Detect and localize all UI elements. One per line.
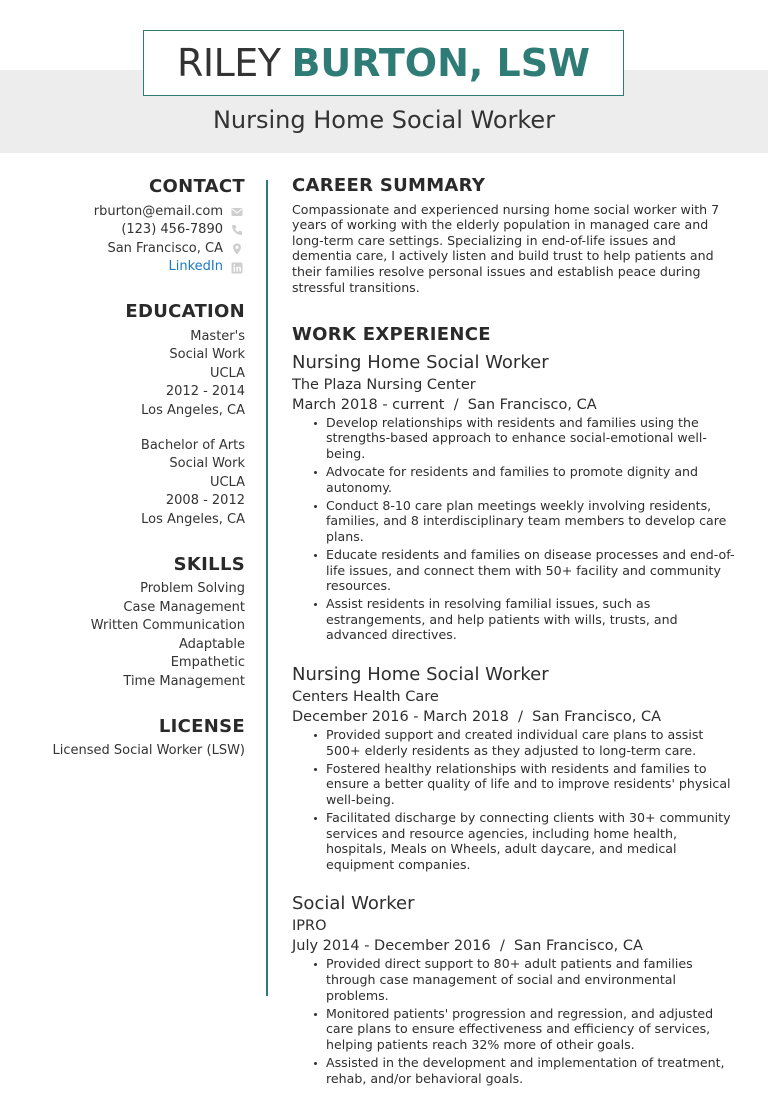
location-pin-icon [229,243,245,255]
skill-item: Problem Solving [140,581,245,597]
summary-heading: CAREER SUMMARY [292,175,486,196]
education-entry [40,328,245,421]
education-entry [40,437,245,530]
job-bullet: Assisted in the development and implementation of treatment, rehab, and/or behavioral goals. [326,1055,737,1086]
job-bullet: Develop relationships with residents and families using the strengths-based approach to enhance social-emotional well-being. [326,415,737,462]
linkedin-link[interactable]: LinkedIn [168,259,223,275]
education-dates: 2008 - 2012 [165,493,245,509]
job-entry [292,892,737,1086]
role-title: Nursing Home Social Worker [212,106,556,134]
license-heading: LICENSE [158,715,245,737]
job-title: Social Worker [292,893,415,915]
job-bullet: Advocate for residents and families to promote dignity and autonomy. [326,464,737,495]
skill-item: Time Management [123,674,245,690]
education-degree: Master's [190,328,245,344]
job-bullets [292,956,737,1086]
education-field: Social Work [169,456,245,472]
education-location: Los Angeles, CA [141,402,245,418]
skill-item: Empathetic [170,655,245,671]
contact-email[interactable] [40,203,245,222]
job-bullet: Educate residents and families on disease processes and end-of-life issues, and connect them with 50+ facility and community resources. [326,547,737,594]
job-bullet: Provided direct support to 80+ adult patients and families through case management of social and environmental problems. [326,956,737,1003]
job-bullet: Provided support and created individual care plans to assist 500+ elderly residents as they adjusted to long-term care. [326,727,737,758]
education-school: UCLA [209,474,245,490]
skills-section [40,553,245,692]
right-column [292,175,737,1106]
skill-item: Case Management [123,599,245,615]
work-section [292,324,737,1086]
job-bullet: Conduct 8-10 care plan meetings weekly involving residents, families, and 8 interdisciplinary team members to develop care plans. [326,498,737,545]
job-bullets [292,727,737,872]
contact-email-text: rburton@email.com [93,203,223,219]
job-bullet: Fostered healthy relationships with residents and families to ensure a better quality of life and to improve residents' physical well-being. [326,761,737,808]
skill-item: Adaptable [178,636,245,652]
license-section [40,715,245,761]
license-item: Licensed Social Worker (LSW) [52,743,245,759]
job-bullet: Facilitated discharge by connecting clients with 30+ community services and resource agencies, including home health, hospitals, Meals on Wheels, adult daycare, and medical equipment companies. [326,810,737,872]
job-dates: July 2014 - December 2016 / San Francisco, CA [292,938,643,955]
job-dates: March 2018 - current / San Francisco, CA [292,396,597,413]
skill-item: Written Communication [90,618,245,634]
job-title: Nursing Home Social Worker [292,351,549,373]
name-box [143,30,624,96]
education-degree: Bachelor of Arts [140,437,245,453]
contact-phone-text: (123) 456-7890 [121,222,223,238]
job-company: The Plaza Nursing Center [292,376,476,393]
skills-heading: SKILLS [173,553,245,575]
education-section [40,300,245,530]
left-column [40,178,245,787]
linkedin-icon [229,262,245,274]
summary-text: Compassionate and experienced nursing home social worker with 7 years of working with the elderly population in managed care and long-term care settings. Specializing in end-of-life issues and dementia care, I actively listen and build trust to help patients and their families resolve personal issues and establish peace during stressful transitions. [292,201,720,295]
education-field: Social Work [169,347,245,363]
work-heading: WORK EXPERIENCE [292,324,491,346]
contact-linkedin[interactable] [40,258,245,277]
contact-phone[interactable] [40,221,245,240]
job-company: Centers Health Care [292,689,439,706]
job-entry [292,351,737,643]
envelope-icon [229,206,245,218]
job-bullet: Assist residents in resolving familial issues, such as estrangements, and help patients with wills, trusts, and advanced directives. [326,596,737,643]
education-location: Los Angeles, CA [141,511,245,527]
education-school: UCLA [209,365,245,381]
summary-section [292,175,737,295]
last-name: BURTON, LSW [291,41,591,85]
education-heading: EDUCATION [125,300,245,322]
contact-location [40,240,245,259]
contact-heading: CONTACT [149,176,245,197]
job-entry [292,663,737,872]
first-name: RILEY [176,41,281,85]
job-bullet: Monitored patients' progression and regression, and adjusted care plans to ensure effectiveness and efficiency of services, helping patients reach 32% more of otheir goals. [326,1006,737,1053]
column-divider [266,180,268,996]
job-dates: December 2016 - March 2018 / San Francisco, CA [292,709,662,726]
contact-location-text: San Francisco, CA [107,240,223,256]
education-dates: 2012 - 2014 [165,384,245,400]
job-company: IPRO [292,918,327,935]
job-title: Nursing Home Social Worker [292,664,549,686]
job-bullets [292,415,737,643]
phone-icon [229,224,245,236]
contact-section [40,178,245,277]
